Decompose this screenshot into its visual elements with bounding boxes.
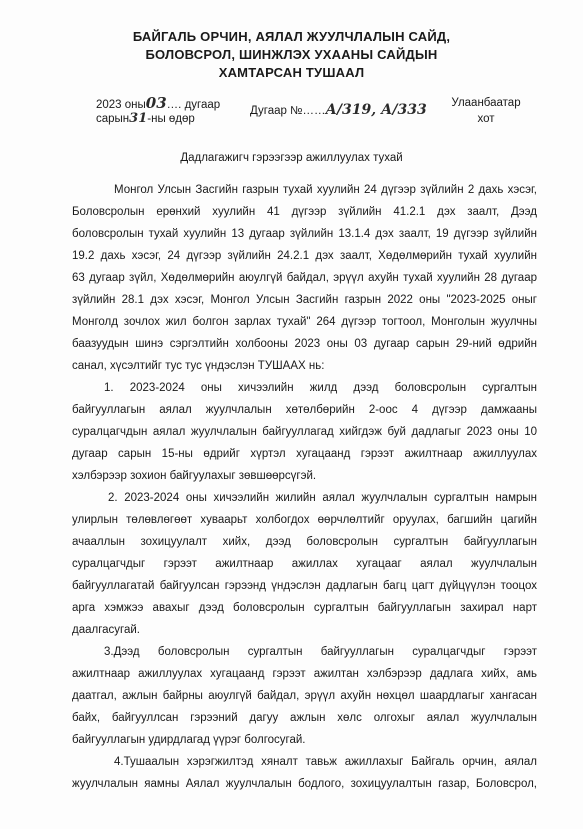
body-line: байгууллагын аялал жуулчлалын хөтөлбөрийн 2-оос 4 дүгээр дамжааны: [72, 404, 537, 416]
document-number: Дугаар №……А/319, А/333: [250, 102, 427, 118]
body-line: Монголд зочлох жил болгон зарлах тухай" 264 дүгээр тогтоол, Монголын жуулчны: [72, 316, 537, 328]
document-number-label: Дугаар №: [250, 105, 303, 117]
place-line-1: Улаанбаатар: [451, 97, 521, 109]
body-line: зүйлийн 28.1 дэх хэсэг, Монгол Улсын Засгийн газрын 2022 оны "2023-2025 оныг: [72, 294, 537, 306]
body-line: ачааллын зохицуулалт хийх, дээд боловсролын сургалтын байгууллагын: [72, 536, 537, 548]
body-line: хэлбэрээр зохион байгуулахыг зөвшөөрсүгэй.: [72, 470, 317, 482]
date-year-label: 2023 оны: [96, 99, 146, 111]
date-day-prefix: сарын: [96, 113, 130, 125]
body-line: байгууллагатай байгуулсан гэрээнд үндэслэн дадлагын багц цагт дүйцүүлэн тооцох: [72, 580, 537, 592]
body-line: даатгал, ажлын байрны аюулгүй байдал, эрүүл ахуйн нөхцөл шаардлагыг хангасан: [72, 690, 537, 702]
body-line: улирлын төлөвлөгөөт хуваарьт холбогдох өөрчлөлтийг оруулах, багшийн цагийн: [72, 514, 537, 526]
body-line: баазуудын шинэ сэргэлтийн холбооны 2023 оны 03 дугаар сарын 29-ний өдрийн: [72, 338, 537, 350]
body-line: 3.Дээд боловсролын сургалтын байгууллагын суралцагчдыг гэрээт: [104, 646, 537, 658]
date-month-handwritten: 03: [145, 94, 167, 112]
document-title-line-2: БОЛОВСРОЛ, ШИНЖЛЭХ УХААНЫ САЙДЫН: [145, 47, 438, 62]
body-line: жуулчлалын яамны Аялал жуулчлалын бодлого, зохицуулалтын газар, Боловсрол,: [72, 778, 537, 790]
body-line: 2. 2023-2024 оны хичээлийн жилийн аялал жуулчлалын сургалтын намрын: [108, 492, 537, 504]
body-line: дугаар сарын 15-ны өдрийг хүртэл хугацаанд гэрээт ажилтнаар ажиллуулах: [72, 448, 537, 460]
body-line: санал, хүсэлтийг тус тус үндэслэн ТУШААХ нь:: [72, 360, 325, 372]
body-line: Боловсролын ерөнхий хуулийн 41 дүгээр зүйлийн 41.2.1 дэх заалт, Дээд: [72, 206, 537, 218]
body-line: даалгасугай.: [72, 624, 141, 636]
body-line: 63 дугаар зүйл, Хөдөлмөрийн аюулгүй байдал, эрүүл ахуйн тухай хуулийн 28 дугаар: [72, 272, 537, 284]
body-line: ажилтнаар ажиллуулах хугацаанд гэрээт ажилтан хэлбэрээр дадлага хийх, амь: [72, 668, 537, 680]
body-line: суралцагчдын аялал жуулчлалын байгууллагад хийгдэж буй дадлагыг 2023 оны 10: [72, 426, 537, 438]
date-line-2: [96, 111, 195, 127]
document-title-line-1: БАЙГАЛЬ ОРЧИН, АЯЛАЛ ЖУУЛЧЛАЛЫН САЙД,: [132, 29, 451, 44]
body-line: байх, байгууллсан гэрээний дагуу ажлын хөлс олгохыг аялал жуулчлалын: [72, 712, 537, 724]
body-line: 19.2 дахь хэсэг, 24 дүгээр зүйлийн 24.2.1 дэх заалт, Хөдөлмөрийн тухай хуулийн: [72, 250, 537, 262]
document-number-handwritten: А/319, А/333: [325, 102, 427, 118]
body-line: суралцагчдыг гэрээт ажилтнаар ажиллах хугацааг аялал жуулчлалын: [72, 558, 537, 570]
body-line: Монгол Улсын Засгийн газрын тухай хуулийн 24 дүгээр зүйлийн 2 дахь хэсэг,: [114, 184, 537, 196]
body-line: боловсролын тухай хуулийн 13 дугаар зүйлийн 13.1.4 дэх заалт, 19 дүгээр зүйлийн: [72, 228, 537, 240]
date-day-suffix: -ны өдөр: [147, 113, 195, 125]
body-line: арга хэмжээ авахыг дээд боловсролын сургалтын байгууллагын захирал нарт: [72, 602, 537, 614]
place-line-2: хот: [477, 113, 495, 125]
date-line-1: 2023 оны03…. дугаар: [96, 94, 221, 112]
date-month-label: дугаар: [184, 99, 221, 111]
document-subject: Дадлагажигч гэрээгээр ажиллуулах тухай: [180, 152, 403, 164]
body-line: 4.Тушаалын хэрэгжилтэд хяналт тавьж ажиллахыг Байгаль орчин, аялал: [114, 756, 537, 768]
date-day-handwritten: 31: [129, 111, 148, 126]
body-line: байгууллагын удирдлагад үүрэг болгосугай.: [72, 734, 306, 746]
document-title-line-3: ХАМТАРСАН ТУШААЛ: [218, 65, 365, 80]
body-line: 1. 2023-2024 оны хичээлийн жилд дээд боловсролын сургалтын: [104, 382, 537, 394]
